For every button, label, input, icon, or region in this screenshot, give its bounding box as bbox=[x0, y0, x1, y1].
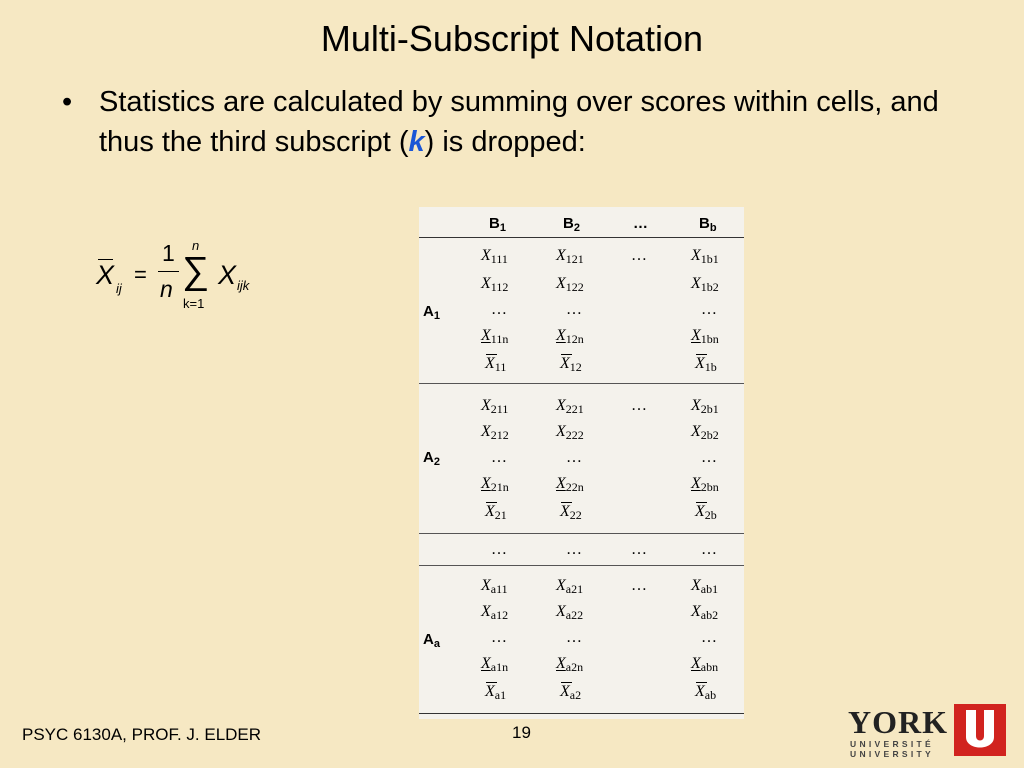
table-cell-mean: $X_{21}$ bbox=[485, 503, 507, 522]
table-cell: … bbox=[491, 449, 507, 466]
table-cell: … bbox=[566, 449, 582, 466]
table-cell: $X_{a22}$ bbox=[556, 603, 584, 622]
table-cell: $X_{212}$ bbox=[481, 423, 509, 442]
formula-sum-symbol: ∑ bbox=[182, 250, 210, 292]
group-rule bbox=[419, 383, 744, 384]
table-cell-mean: $X_{22}$ bbox=[560, 503, 582, 522]
table-cell: $X_{2bn}$ bbox=[691, 475, 719, 494]
formula-lhs-symbol: X bbox=[96, 260, 115, 290]
col-header-b1: $B_1$ bbox=[489, 215, 506, 234]
table-cell: … bbox=[566, 629, 582, 646]
logo-line-french: UNIVERSITÉ bbox=[850, 739, 935, 749]
table-cell-mean: $X_{a2}$ bbox=[560, 683, 582, 702]
slide-title: Multi-Subscript Notation bbox=[320, 18, 704, 59]
formula-sum-lower: k=1 bbox=[183, 296, 205, 311]
table-cell: $X_{222}$ bbox=[556, 423, 584, 442]
table-cell: … bbox=[631, 397, 647, 414]
bullet-text-after: ) is dropped: bbox=[424, 126, 586, 158]
logo-subtitle bbox=[850, 739, 934, 759]
table-cell: $X_{ab1}$ bbox=[691, 577, 719, 596]
slide-number: 19 bbox=[512, 723, 531, 742]
table-cell: … bbox=[566, 541, 582, 558]
logo-wordmark: YORK bbox=[848, 704, 948, 740]
col-header-ellipsis: … bbox=[633, 215, 648, 232]
formula-denominator: n bbox=[160, 276, 173, 302]
table-cell: $X_{22n}$ bbox=[556, 475, 584, 494]
group-rule bbox=[419, 565, 744, 566]
row-label-aa: $A_a$ bbox=[423, 631, 440, 650]
bullet-text-before: Statistics are calculated by summing over scores within cells, and thus the third subscript ( bbox=[99, 86, 939, 158]
col-header-bb: $B_b$ bbox=[699, 215, 717, 234]
bullet-text bbox=[99, 82, 949, 162]
group-rule bbox=[419, 533, 744, 534]
table-cell: $X_{122}$ bbox=[556, 275, 584, 294]
table-cell: … bbox=[701, 449, 717, 466]
table-cell: $X_{11n}$ bbox=[481, 327, 509, 346]
formula-lhs-subscript: ij bbox=[116, 281, 122, 296]
footer-course: PSYC 6130A, PROF. J. ELDER bbox=[22, 725, 262, 744]
table-cell: $X_{a2n}$ bbox=[556, 655, 584, 674]
table-cell: $X_{a11}$ bbox=[481, 577, 508, 596]
formula-sum-upper: n bbox=[192, 238, 200, 253]
table-cell: … bbox=[631, 577, 647, 594]
table-cell: … bbox=[631, 541, 647, 558]
table-cell: … bbox=[701, 629, 717, 646]
formula-equals: = bbox=[134, 262, 147, 287]
row-label-a1: $A_1$ bbox=[423, 303, 440, 322]
table-cell-mean: $X_{1b}$ bbox=[695, 355, 717, 374]
table-cell: $X_{abn}$ bbox=[691, 655, 719, 674]
table-cell: … bbox=[631, 247, 647, 264]
formula-numerator: 1 bbox=[162, 240, 175, 266]
formula-rhs-symbol: X bbox=[218, 260, 237, 290]
formula-fraction-line bbox=[158, 271, 179, 272]
table-cell: $X_{1b1}$ bbox=[691, 247, 719, 266]
table-cell-mean: $X_{12}$ bbox=[560, 355, 582, 374]
table-cell: $X_{1b2}$ bbox=[691, 275, 719, 294]
mean-formula bbox=[94, 236, 294, 326]
table-bottom-rule bbox=[419, 713, 744, 714]
table-cell-mean: $X_{a1}$ bbox=[485, 683, 507, 702]
notation-table bbox=[419, 207, 744, 719]
row-label-a2: $A_2$ bbox=[423, 449, 440, 468]
table-cell: $X_{121}$ bbox=[556, 247, 584, 266]
table-cell: … bbox=[491, 541, 507, 558]
table-cell-mean: $X_{11}$ bbox=[485, 355, 507, 374]
table-cell: $X_{112}$ bbox=[481, 275, 509, 294]
table-cell: … bbox=[566, 301, 582, 318]
table-cell: $X_{1bn}$ bbox=[691, 327, 719, 346]
table-cell: … bbox=[491, 301, 507, 318]
table-cell: … bbox=[491, 629, 507, 646]
col-header-b2: $B_2$ bbox=[563, 215, 580, 234]
table-cell: $X_{2b1}$ bbox=[691, 397, 719, 416]
york-university-logo bbox=[848, 704, 1008, 760]
table-cell-mean: $X_{ab}$ bbox=[695, 683, 717, 702]
bullet-highlight-k: k bbox=[408, 126, 425, 158]
table-cell: $X_{211}$ bbox=[481, 397, 509, 416]
table-cell: $X_{2b2}$ bbox=[691, 423, 719, 442]
table-cell: … bbox=[701, 301, 717, 318]
york-u-icon bbox=[954, 704, 1006, 756]
table-cell: $X_{ab2}$ bbox=[691, 603, 719, 622]
formula-rhs-subscript: ijk bbox=[237, 278, 250, 293]
table-cell: … bbox=[701, 541, 717, 558]
header-rule bbox=[419, 237, 744, 238]
table-cell: $X_{a21}$ bbox=[556, 577, 584, 596]
table-cell: $X_{111}$ bbox=[481, 247, 508, 266]
table-cell: $X_{a1n}$ bbox=[481, 655, 509, 674]
table-cell: $X_{21n}$ bbox=[481, 475, 509, 494]
table-cell: $X_{12n}$ bbox=[556, 327, 584, 346]
table-cell: $X_{221}$ bbox=[556, 397, 584, 416]
table-cell: $X_{a12}$ bbox=[481, 603, 509, 622]
bullet-symbol: • bbox=[62, 86, 73, 118]
table-cell-mean: $X_{2b}$ bbox=[695, 503, 717, 522]
logo-line-english: UNIVERSITY bbox=[850, 749, 935, 759]
